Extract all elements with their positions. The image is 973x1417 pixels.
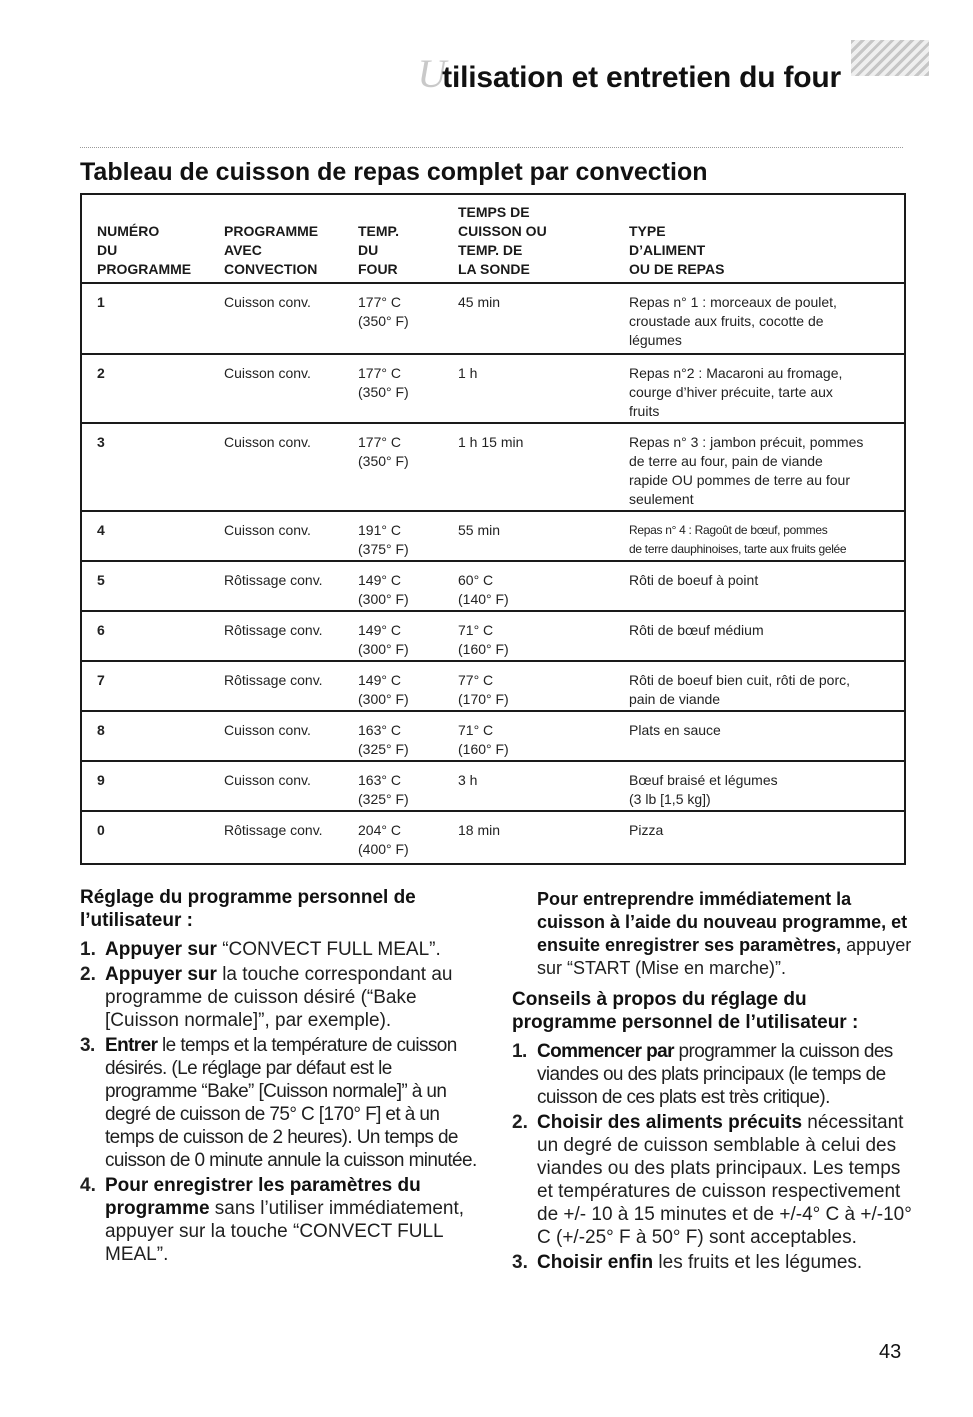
food-type: Repas n° 1 : morceaux de poulet, croustade aux fruits, cocotte de légumes (629, 294, 837, 348)
table-header (82, 195, 904, 284)
cook-time: 77° C (170° F) (458, 672, 509, 707)
header-oven-temp: TEMP. DU FOUR (358, 223, 399, 277)
program-number: 0 (97, 822, 105, 838)
program-number: 6 (97, 622, 105, 638)
header-program-number: NUMÉRO DU PROGRAMME (97, 223, 192, 277)
step-text: programmer la cuisson des viandes ou des plats principaux (le temps de cuisson de ces plats est très critique). (537, 1041, 893, 1108)
section-title: Tableau de cuisson de repas complet par convection (80, 158, 708, 186)
step-number: 1. (80, 939, 96, 960)
cook-time: 1 h (458, 365, 478, 381)
step-text: le temps et la température de cuisson désirés. (Le réglage par défaut est le programme “Bake” [Cuisson normale]” à un degré de cuisson de 75° C [170° F] et à un temps de cuisson de 2 heures). Un temps de cuisson de 0 minute annule la cuisson minutée. (105, 1035, 477, 1171)
convection-program: Rôtissage conv. (224, 572, 323, 588)
left-column (80, 886, 480, 1268)
cook-time: 60° C (140° F) (458, 572, 509, 607)
step-action: Entrer (105, 1035, 158, 1056)
oven-temp: 204° C (400° F) (358, 822, 409, 857)
start-immediately-note (512, 888, 912, 980)
cook-time: 71° C (160° F) (458, 622, 509, 657)
step-action: Choisir des aliments précuits (537, 1112, 803, 1133)
step-action: Pour enregistrer les paramètres du programme (105, 1175, 421, 1219)
food-type: Rôti de boeuf bien cuit, rôti de porc, pain de viande (629, 672, 851, 707)
list-item (512, 1111, 912, 1249)
intro-text: appuyer sur “START (Mise en marche)”. (537, 935, 912, 978)
program-number: 9 (97, 772, 105, 788)
header-rule (80, 147, 903, 148)
cook-time: 18 min (458, 822, 501, 838)
header-title-text: tilisation et entretien du four (442, 61, 841, 94)
food-type: Rôti de boeuf à point (629, 572, 759, 588)
table-row (82, 810, 904, 863)
cook-time: 45 min (458, 294, 501, 310)
table-row (82, 560, 904, 610)
oven-temp: 163° C (325° F) (358, 722, 409, 757)
food-type: Rôti de bœuf médium (629, 622, 764, 638)
food-type: Repas n°2 : Macaroni au fromage, courge d’hiver précuite, tarte aux fruits (629, 365, 843, 419)
oven-temp: 149° C (300° F) (358, 572, 409, 607)
list-item (512, 1040, 912, 1109)
oven-temp: 177° C (350° F) (358, 365, 409, 400)
program-number: 7 (97, 672, 105, 688)
step-number: 2. (80, 964, 96, 985)
step-text: la touche correspondant au programme de cuisson désiré (“Bake [Cuisson normale]”, par exemple). (105, 964, 453, 1031)
table-row (82, 660, 904, 710)
step-text: sans l’utiliser immédiatement, appuyer sur la touche “CONVECT FULL MEAL”. (105, 1198, 465, 1265)
oven-temp: 177° C (350° F) (358, 294, 409, 329)
header-dropcap: U (417, 51, 447, 96)
oven-temp: 177° C (350° F) (358, 434, 409, 469)
intro-bold-text: Pour entreprendre immédiatement la cuisson à l’aide du nouveau programme, et ensuite enregistrer ses paramètres, (537, 889, 908, 955)
step-text: les fruits et les légumes. (653, 1252, 863, 1273)
convection-program: Cuisson conv. (224, 365, 311, 381)
page-header-title (417, 50, 841, 97)
convection-program: Rôtissage conv. (224, 822, 323, 838)
right-column (512, 888, 912, 1276)
oven-temp: 191° C (375° F) (358, 522, 409, 557)
cook-time: 1 h 15 min (458, 434, 524, 450)
program-number: 3 (97, 434, 105, 450)
oven-temp: 149° C (300° F) (358, 622, 409, 657)
step-text: nécessitant un degré de cuisson semblable à celui des viandes ou des plats principaux. Les temps et températures de cuisson respectivement de +/- 10 à 15 minutes et de +/-4° C à +/-10° C (+/-25° F à 50° F) sont acceptables. (537, 1112, 912, 1248)
program-number: 2 (97, 365, 105, 381)
user-program-setup-heading: Réglage du programme personnel de l’utilisateur : (80, 887, 416, 931)
table-row (82, 610, 904, 660)
convection-program: Cuisson conv. (224, 434, 311, 450)
step-number: 4. (80, 1175, 96, 1196)
oven-temp: 163° C (325° F) (358, 772, 409, 807)
convection-program: Cuisson conv. (224, 294, 311, 310)
page-number: 43 (879, 1341, 902, 1363)
header-convection-program: PROGRAMME AVEC CONVECTION (224, 223, 319, 277)
table-row (82, 760, 904, 810)
oven-temp: 149° C (300° F) (358, 672, 409, 707)
cook-time: 71° C (160° F) (458, 722, 509, 757)
list-item (512, 1251, 912, 1274)
tips-heading: Conseils à propos du réglage du programme personnel de l’utilisateur : (512, 989, 859, 1033)
table-body (82, 284, 904, 863)
convection-program: Rôtissage conv. (224, 622, 323, 638)
step-action: Appuyer sur (105, 964, 217, 985)
tips-list (512, 1040, 912, 1274)
food-type: Repas n° 3 : jambon précuit, pommes de terre au four, pain de viande rapide OU pommes de terre au four seulement (629, 434, 864, 507)
program-number: 1 (97, 294, 105, 310)
list-item (80, 963, 480, 1032)
step-text: “CONVECT FULL MEAL”. (216, 939, 441, 960)
step-action: Choisir enfin (537, 1252, 654, 1273)
header-decorative-pattern (851, 40, 929, 76)
list-item (80, 938, 480, 961)
header-food-type: TYPE D’ALIMENT OU DE REPAS (629, 223, 725, 277)
food-type: Repas n° 4 : Ragoût de bœuf, pommes de terre dauphinoises, tarte aux fruits gelée (629, 523, 847, 556)
table-row (82, 422, 904, 510)
food-type: Bœuf braisé et légumes (3 lb [1,5 kg]) (629, 772, 778, 807)
food-type: Plats en sauce (629, 722, 721, 738)
step-number: 1. (512, 1041, 527, 1062)
table-row (82, 353, 904, 422)
table-row (82, 710, 904, 760)
header-cook-time: TEMPS DE CUISSON OU TEMP. DE LA SONDE (458, 204, 547, 277)
convection-program: Cuisson conv. (224, 722, 311, 738)
step-number: 3. (512, 1252, 528, 1273)
step-number: 3. (80, 1035, 95, 1056)
table-row (82, 510, 904, 560)
cook-time: 3 h (458, 772, 478, 788)
program-number: 4 (97, 522, 105, 538)
program-number: 8 (97, 722, 105, 738)
step-action: Commencer par (537, 1041, 674, 1062)
cook-time: 55 min (458, 522, 501, 538)
list-item (80, 1174, 480, 1266)
step-action: Appuyer sur (105, 939, 217, 960)
convection-program: Rôtissage conv. (224, 672, 323, 688)
convection-meal-table (80, 193, 906, 865)
program-number: 5 (97, 572, 105, 588)
convection-program: Cuisson conv. (224, 522, 311, 538)
list-item (80, 1034, 480, 1172)
table-row (82, 284, 904, 353)
food-type: Pizza (629, 822, 664, 838)
setup-steps-list (80, 938, 480, 1266)
step-number: 2. (512, 1112, 528, 1133)
convection-program: Cuisson conv. (224, 772, 311, 788)
